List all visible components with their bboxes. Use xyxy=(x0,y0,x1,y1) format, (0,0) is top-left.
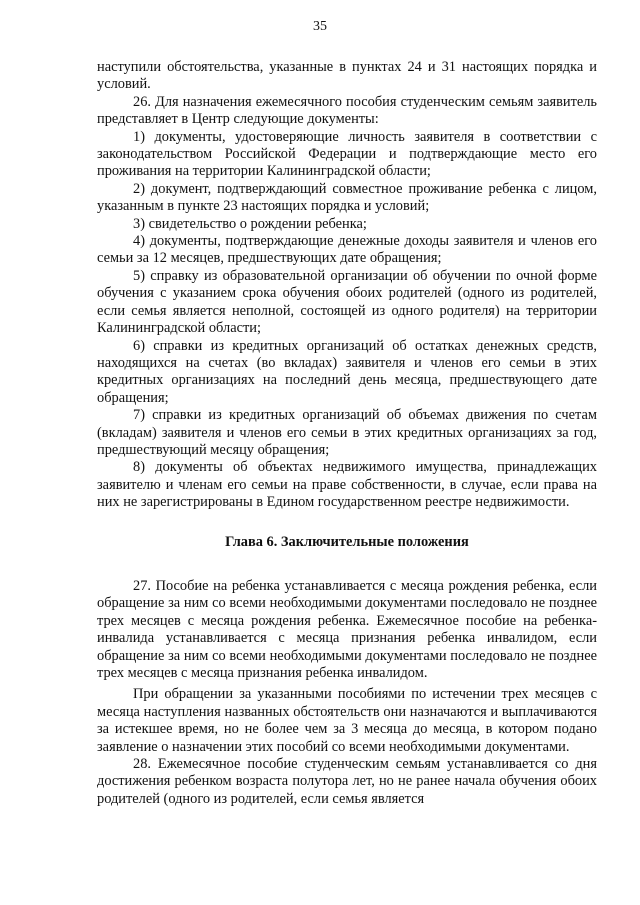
list-item-7: 7) справки из кредитных организаций об объемах движения по счетам (вкладам) заявителя и членов его семьи в этих кредитных организациях за год, предшествующий месяцу обращения; xyxy=(97,407,597,458)
paragraph-item-27: 27. Пособие на ребенка устанавливается с месяца рождения ребенка, если обращение за ним со всеми необходимыми документами последовало не позднее трех месяцев с месяца рождения ребенка. Ежемесячное пособие на ребенка-инвалида устанавливается с месяца признания ребенка инвалидом, если обращение за ним со всеми необходимыми документами последовало не позднее трех месяцев с месяца признания ребенка инвалидом. xyxy=(97,577,597,681)
paragraph-late-application: При обращении за указанными пособиями по истечении трех месяцев с месяца наступления названных обстоятельств они назначаются и выплачиваются за истекшее время, но не более чем за 3 месяца до месяца, в котором подано заявление о назначении этих пособий со всеми необходимыми документами. xyxy=(97,686,597,755)
list-item-6: 6) справки из кредитных организаций об остатках денежных средств, находящихся на счетах (во вкладах) заявителя и членов его семьи в этих кредитных организациях на последний день месяца, предшествующего дате обращения; xyxy=(97,337,597,406)
list-item-5: 5) справку из образовательной организации об обучении по очной форме обучения с указанием срока обучения обоих родителей (одного из родителей, если семья является неполной, состоящей из одного родителя) на территории Калининградской области; xyxy=(97,267,597,337)
list-item-2: 2) документ, подтверждающий совместное проживание ребенка с лицом, указанным в пункте 23 настоящих порядка и условий; xyxy=(97,180,597,215)
list-item-8: 8) документы об объектах недвижимого имущества, принадлежащих заявителю и членам его семьи на праве собственности, в случае, если права на них не зарегистрированы в Едином государственном реестре недвижимости. xyxy=(97,459,597,511)
list-item-4: 4) документы, подтверждающие денежные доходы заявителя и членов его семьи за 12 месяцев, предшествующих дате обращения; xyxy=(97,233,597,267)
paragraph-item-28: 28. Ежемесячное пособие студенческим семьям устанавливается со дня достижения ребенком возраста полутора лет, но не ранее начала обучения обоих родителей (одного из родителей, если семья является xyxy=(97,756,597,807)
page-number: 35 xyxy=(313,19,327,34)
chapter-heading: Глава 6. Заключительные положения xyxy=(225,533,469,550)
list-item-1: 1) документы, удостоверяющие личность заявителя в соответствии с законодательством Российской Федерации и подтверждающие место его проживания на территории Калининградской области; xyxy=(97,128,597,180)
list-item-3: 3) свидетельство о рождении ребенка; xyxy=(133,215,367,232)
document-body xyxy=(97,59,597,808)
paragraph-item-26: 26. Для назначения ежемесячного пособия студенческим семьям заявитель представляет в Центр следующие документы: xyxy=(97,93,597,128)
paragraph-continuation: наступили обстоятельства, указанные в пунктах 24 и 31 настоящих порядка и условий. xyxy=(97,59,597,93)
